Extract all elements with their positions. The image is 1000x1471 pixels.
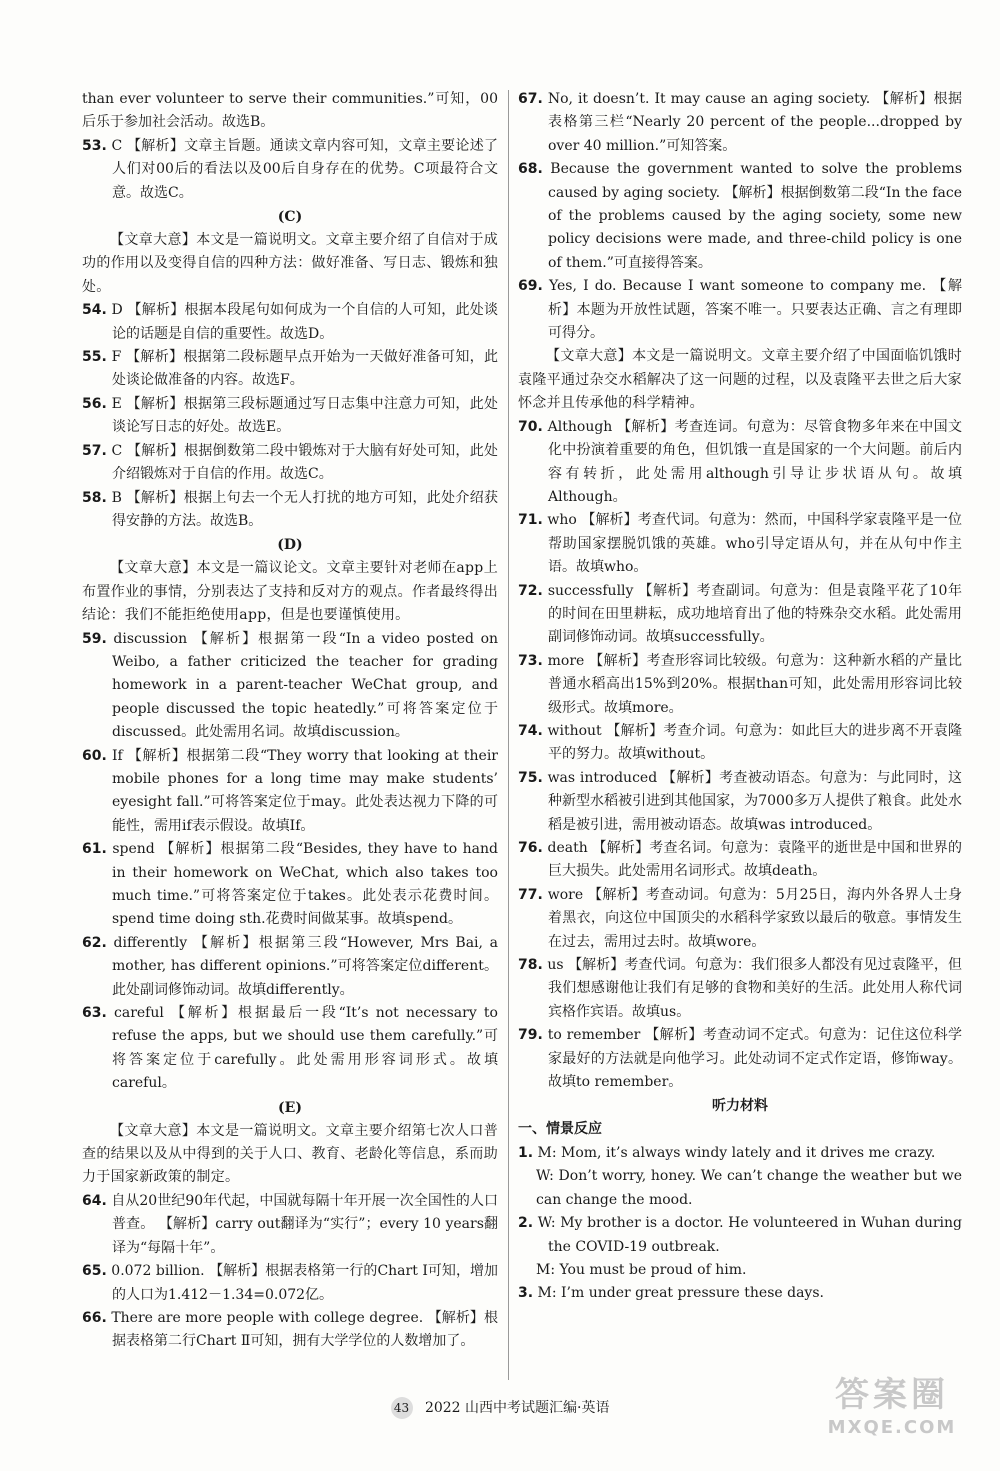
answer-entry xyxy=(518,580,962,650)
answer-entry xyxy=(82,1002,498,1096)
question-number: 2. xyxy=(518,1215,534,1232)
dialogue-line: W: Don’t worry, honey. We can’t change the weather but we can change the mood. xyxy=(536,1168,962,1208)
answer-text: to remember 【解析】考查动词不定式。句意为：记住这位科学家最好的方法就是向他学习。此处动词不定式作定语，修饰way。故填to remember。 xyxy=(547,1027,962,1091)
answer-text: successfully 【解析】考查副词。句意为：但是袁隆平花了10年的时间在田里耕耘，成功地培育出了他的特殊杂交水稻。此处需用副词修饰动词。故填successfully。 xyxy=(547,582,962,646)
question-number: 64. xyxy=(82,1192,107,1209)
answer-entry xyxy=(518,1212,962,1259)
answer-entry xyxy=(82,487,498,534)
answer-entry xyxy=(518,158,962,275)
section-heading: (D) xyxy=(277,537,303,554)
answer-text: M: I’m under great pressure these days. xyxy=(537,1285,824,1302)
dialogue-line: M: You must be proud of him. xyxy=(536,1261,747,1278)
question-number: 69. xyxy=(518,278,543,295)
page-number: 43 xyxy=(391,1397,413,1419)
question-number: 66. xyxy=(82,1309,107,1326)
answer-entry xyxy=(82,1190,498,1260)
question-number: 76. xyxy=(518,840,543,856)
question-number: 71. xyxy=(518,512,543,529)
watermark-text: 答案圈 xyxy=(835,1375,949,1415)
question-number: 56. xyxy=(82,395,107,412)
answer-entry xyxy=(82,393,498,440)
answer-entry xyxy=(82,745,498,839)
answer-text: No, it doesn’t. It may cause an aging society. 【解析】根据表格第三栏“Nearly 20 percent of the people...dropped by over 40 million.”可知答案。 xyxy=(547,91,962,154)
question-number: 54. xyxy=(82,302,107,319)
answer-text: 0.072 billion. 【解析】根据表格第一行的Chart I可知，增加的人口为1.412－1.34=0.072亿。 xyxy=(111,1263,498,1303)
question-number: 61. xyxy=(82,841,107,858)
answer-entry xyxy=(518,884,962,954)
section-heading: (C) xyxy=(277,209,303,226)
question-number: 74. xyxy=(518,722,543,739)
footer-title: 2022 山西中考试题汇编·英语 xyxy=(424,1400,610,1416)
question-number: 53. xyxy=(82,137,107,154)
answer-entry xyxy=(82,440,498,487)
answer-text: who 【解析】考查代词。句意为：然而，中国科学家袁隆平是一位帮助国家摆脱饥饿的英雄。who引导定语从句，并在从句中作主语。故填who。 xyxy=(547,512,962,576)
answer-text: us 【解析】考查代词。句意为：我们很多人都没有见过袁隆平，但我们想感谢他让我们有足够的食物和美好的生活。此处用人称代词宾格作宾语。故填us。 xyxy=(547,957,962,1020)
section-heading: 听力材料 xyxy=(712,1098,768,1115)
answer-entry xyxy=(518,1142,962,1165)
column-divider xyxy=(508,90,509,1380)
answer-text: without 【解析】考查介词。句意为：如此巨大的进步离不开袁隆平的努力。故填without。 xyxy=(547,722,962,763)
answer-entry xyxy=(518,767,962,837)
article-summary: 【文章大意】本文是一篇议论文。文章主要针对老师在app上布置作业的事情，分别表达了支持和反对方的观点。作者最终得出结论：我们不能拒绝使用app，但是也要谨慎使用。 xyxy=(82,560,498,624)
answer-entry xyxy=(518,88,962,158)
answer-entry xyxy=(518,720,962,767)
answer-entry xyxy=(518,1282,962,1305)
answer-text: Although 【解析】考查连词。句意为：尽管食物多年来在中国文化中扮演着重要的角色，但饥饿一直是国家的一个大问题。前后内容有转折，此处需用although引导让步状语从句。故填Although。 xyxy=(547,418,962,505)
answer-text: C 【解析】根据倒数第二段中锻炼对于大脑有好处可知，此处介绍锻炼对于自信的作用。故选C。 xyxy=(111,442,498,483)
question-number: 62. xyxy=(82,934,107,951)
question-number: 72. xyxy=(518,582,543,599)
watermark-logo xyxy=(812,1373,972,1453)
answer-text: There are more people with college degree. 【解析】根据表格第二行Chart Ⅱ可知，拥有大学学位的人数增加了。 xyxy=(111,1309,498,1350)
answer-text: W: My brother is a doctor. He volunteered in Wuhan during the COVID-19 outbreak. xyxy=(537,1215,962,1255)
answer-entry xyxy=(82,932,498,1002)
answer-entry xyxy=(518,416,962,510)
question-number: 60. xyxy=(82,747,107,764)
answer-text: differently 【解析】根据第三段“However, Mrs Bai, a mother, has different opinions.”可将答案定位different。此处副词修饰动词。故填differently。 xyxy=(112,934,498,998)
answer-text: B 【解析】根据上句去一个无人打扰的地方可知，此处介绍获得安静的方法。故选B。 xyxy=(111,489,498,529)
answer-text: If 【解析】根据第二段“They worry that looking at their mobile phones for a long time may make students’ eyesight fall.”可将答案定位于may。此处表达视力下降的可能性，需用if表示假设。故填If。 xyxy=(111,747,498,834)
question-number: 65. xyxy=(82,1263,107,1280)
answer-entry xyxy=(82,346,498,393)
article-summary: 【文章大意】本文是一篇说明文。文章主要介绍了自信对于成功的作用以及变得自信的四种方法：做好准备、写日志、锻炼和独处。 xyxy=(82,232,498,295)
answer-entry xyxy=(518,954,962,1024)
question-number: 73. xyxy=(518,652,543,669)
answer-entry xyxy=(82,135,498,205)
answer-text: M: Mom, it’s always windy lately and it drives me crazy. xyxy=(537,1144,936,1161)
question-number: 63. xyxy=(82,1005,107,1022)
answer-text: was introduced 【解析】考查被动语态。句意为：与此同时，这种新型水稻被引进到其他国家，为7000多万人提供了粮食。此处水稻是被引进，需用被动语态。故填was introduced。 xyxy=(547,769,962,833)
watermark-url: MXQE.COM xyxy=(827,1417,957,1438)
answer-entry xyxy=(82,838,498,932)
answer-text: E 【解析】根据第三段标题通过写日志集中注意力可知，此处谈论写日志的好处。故选E。 xyxy=(111,395,498,436)
question-number: 57. xyxy=(82,442,107,459)
question-number: 78. xyxy=(518,957,543,974)
answer-text: D 【解析】根据本段尾句如何成为一个自信的人可知，此处谈论的话题是自信的重要性。故选D。 xyxy=(111,302,498,342)
answer-entry xyxy=(82,299,498,346)
answer-text: careful 【解析】根据最后一段“It’s not necessary to refuse the apps, but we should use them carefully.”可将答案定位于carefully。此处需用形容词形式。故填careful。 xyxy=(112,1005,498,1092)
article-summary: 【文章大意】本文是一篇说明文。文章主要介绍第七次人口普查的结果以及从中得到的关于人口、教育、老龄化等信息，系而助力于国家新政策的制定。 xyxy=(82,1122,498,1186)
left-column xyxy=(82,88,498,1354)
question-number: 58. xyxy=(82,489,107,506)
question-number: 1. xyxy=(518,1144,534,1161)
answer-entry xyxy=(518,1024,962,1094)
question-number: 75. xyxy=(518,769,543,786)
answer-text: C 【解析】文章主旨题。通读文章内容可知，文章主要论述了人们对00后的看法以及00后自身存在的优势。C项最符合文意。故选C。 xyxy=(111,137,498,201)
right-column xyxy=(518,88,962,1306)
answer-text: F 【解析】根据第二段标题早点开始为一天做好准备可知，此处谈论做准备的内容。故选F。 xyxy=(111,349,499,389)
question-number: 70. xyxy=(518,418,543,435)
question-number: 79. xyxy=(518,1027,543,1044)
answer-entry xyxy=(82,628,498,745)
answer-entry xyxy=(82,1307,498,1354)
answer-text: wore 【解析】考查动词。句意为：5月25日，海内外各界人士身着黑衣，向这位中国顶尖的水稻科学家致以最后的敬意。事情发生在过去，需用过去时。故填wore。 xyxy=(547,886,962,950)
answer-text: Because the government wanted to solve the problems caused by aging society. 【解析】根据倒数第二段“In the face of the problems caused by the aging society, some new policy decisions were made, and three-child policy is one of them.”可直接得答案。 xyxy=(548,161,963,271)
question-number: 55. xyxy=(82,349,107,366)
question-number: 68. xyxy=(518,161,543,178)
answer-text: death 【解析】考查名词。句意为：袁隆平的逝世是中国和世界的巨大损失。此处需用名词形式。故填death。 xyxy=(547,840,963,880)
question-number: 77. xyxy=(518,886,543,903)
subsection-heading: 一、情景反应 xyxy=(518,1121,602,1138)
answer-text: more 【解析】考查形容词比较级。句意为：这种新水稻的产量比普通水稻高出15%到20%。根据than可知，此处需用形容词比较级形式。故填more。 xyxy=(547,652,962,716)
question-number: 59. xyxy=(82,630,107,647)
answer-text: 自从20世纪90年代起，中国就每隔十年开展一次全国性的人口普查。 【解析】carry out翻译为“实行”；every 10 years翻译为“每隔十年”。 xyxy=(111,1192,498,1256)
section-heading: (E) xyxy=(278,1099,302,1116)
answer-entry xyxy=(518,837,962,884)
answer-entry xyxy=(518,509,962,579)
question-number: 67. xyxy=(518,91,543,107)
question-number: 3. xyxy=(518,1285,534,1302)
answer-text: spend 【解析】根据第二段“Besides, they have to hand in their homework on WeChat, which also takes too much time.”可将答案定位于takes。此处表示花费时间。spend time doing sth.花费时间做某事。故填spend。 xyxy=(112,841,499,928)
continued-text: than ever volunteer to serve their communities.”可知，00后乐于参加社会活动。故选B。 xyxy=(82,91,498,131)
answer-entry xyxy=(518,650,962,720)
answer-text: discussion 【解析】根据第一段“In a video posted on Weibo, a father criticized the teacher for grading homework in a parent-teacher WeChat group, and people discussed the topic heatedly.”可将答案定位于discussed。此处需用名词。故填discussion。 xyxy=(112,630,499,741)
answer-entry xyxy=(82,1260,498,1307)
answer-entry xyxy=(518,275,962,345)
answer-text: Yes, I do. Because I want someone to company me. 【解析】本题为开放性试题，答案不唯一。只要表达正确、言之有理即可得分。 xyxy=(548,278,962,342)
article-summary: 【文章大意】本文是一篇说明文。文章主要介绍了中国面临饥饿时袁隆平通过杂交水稻解决了这一问题的过程，以及袁隆平去世之后大家怀念并且传承他的科学精神。 xyxy=(518,348,962,412)
